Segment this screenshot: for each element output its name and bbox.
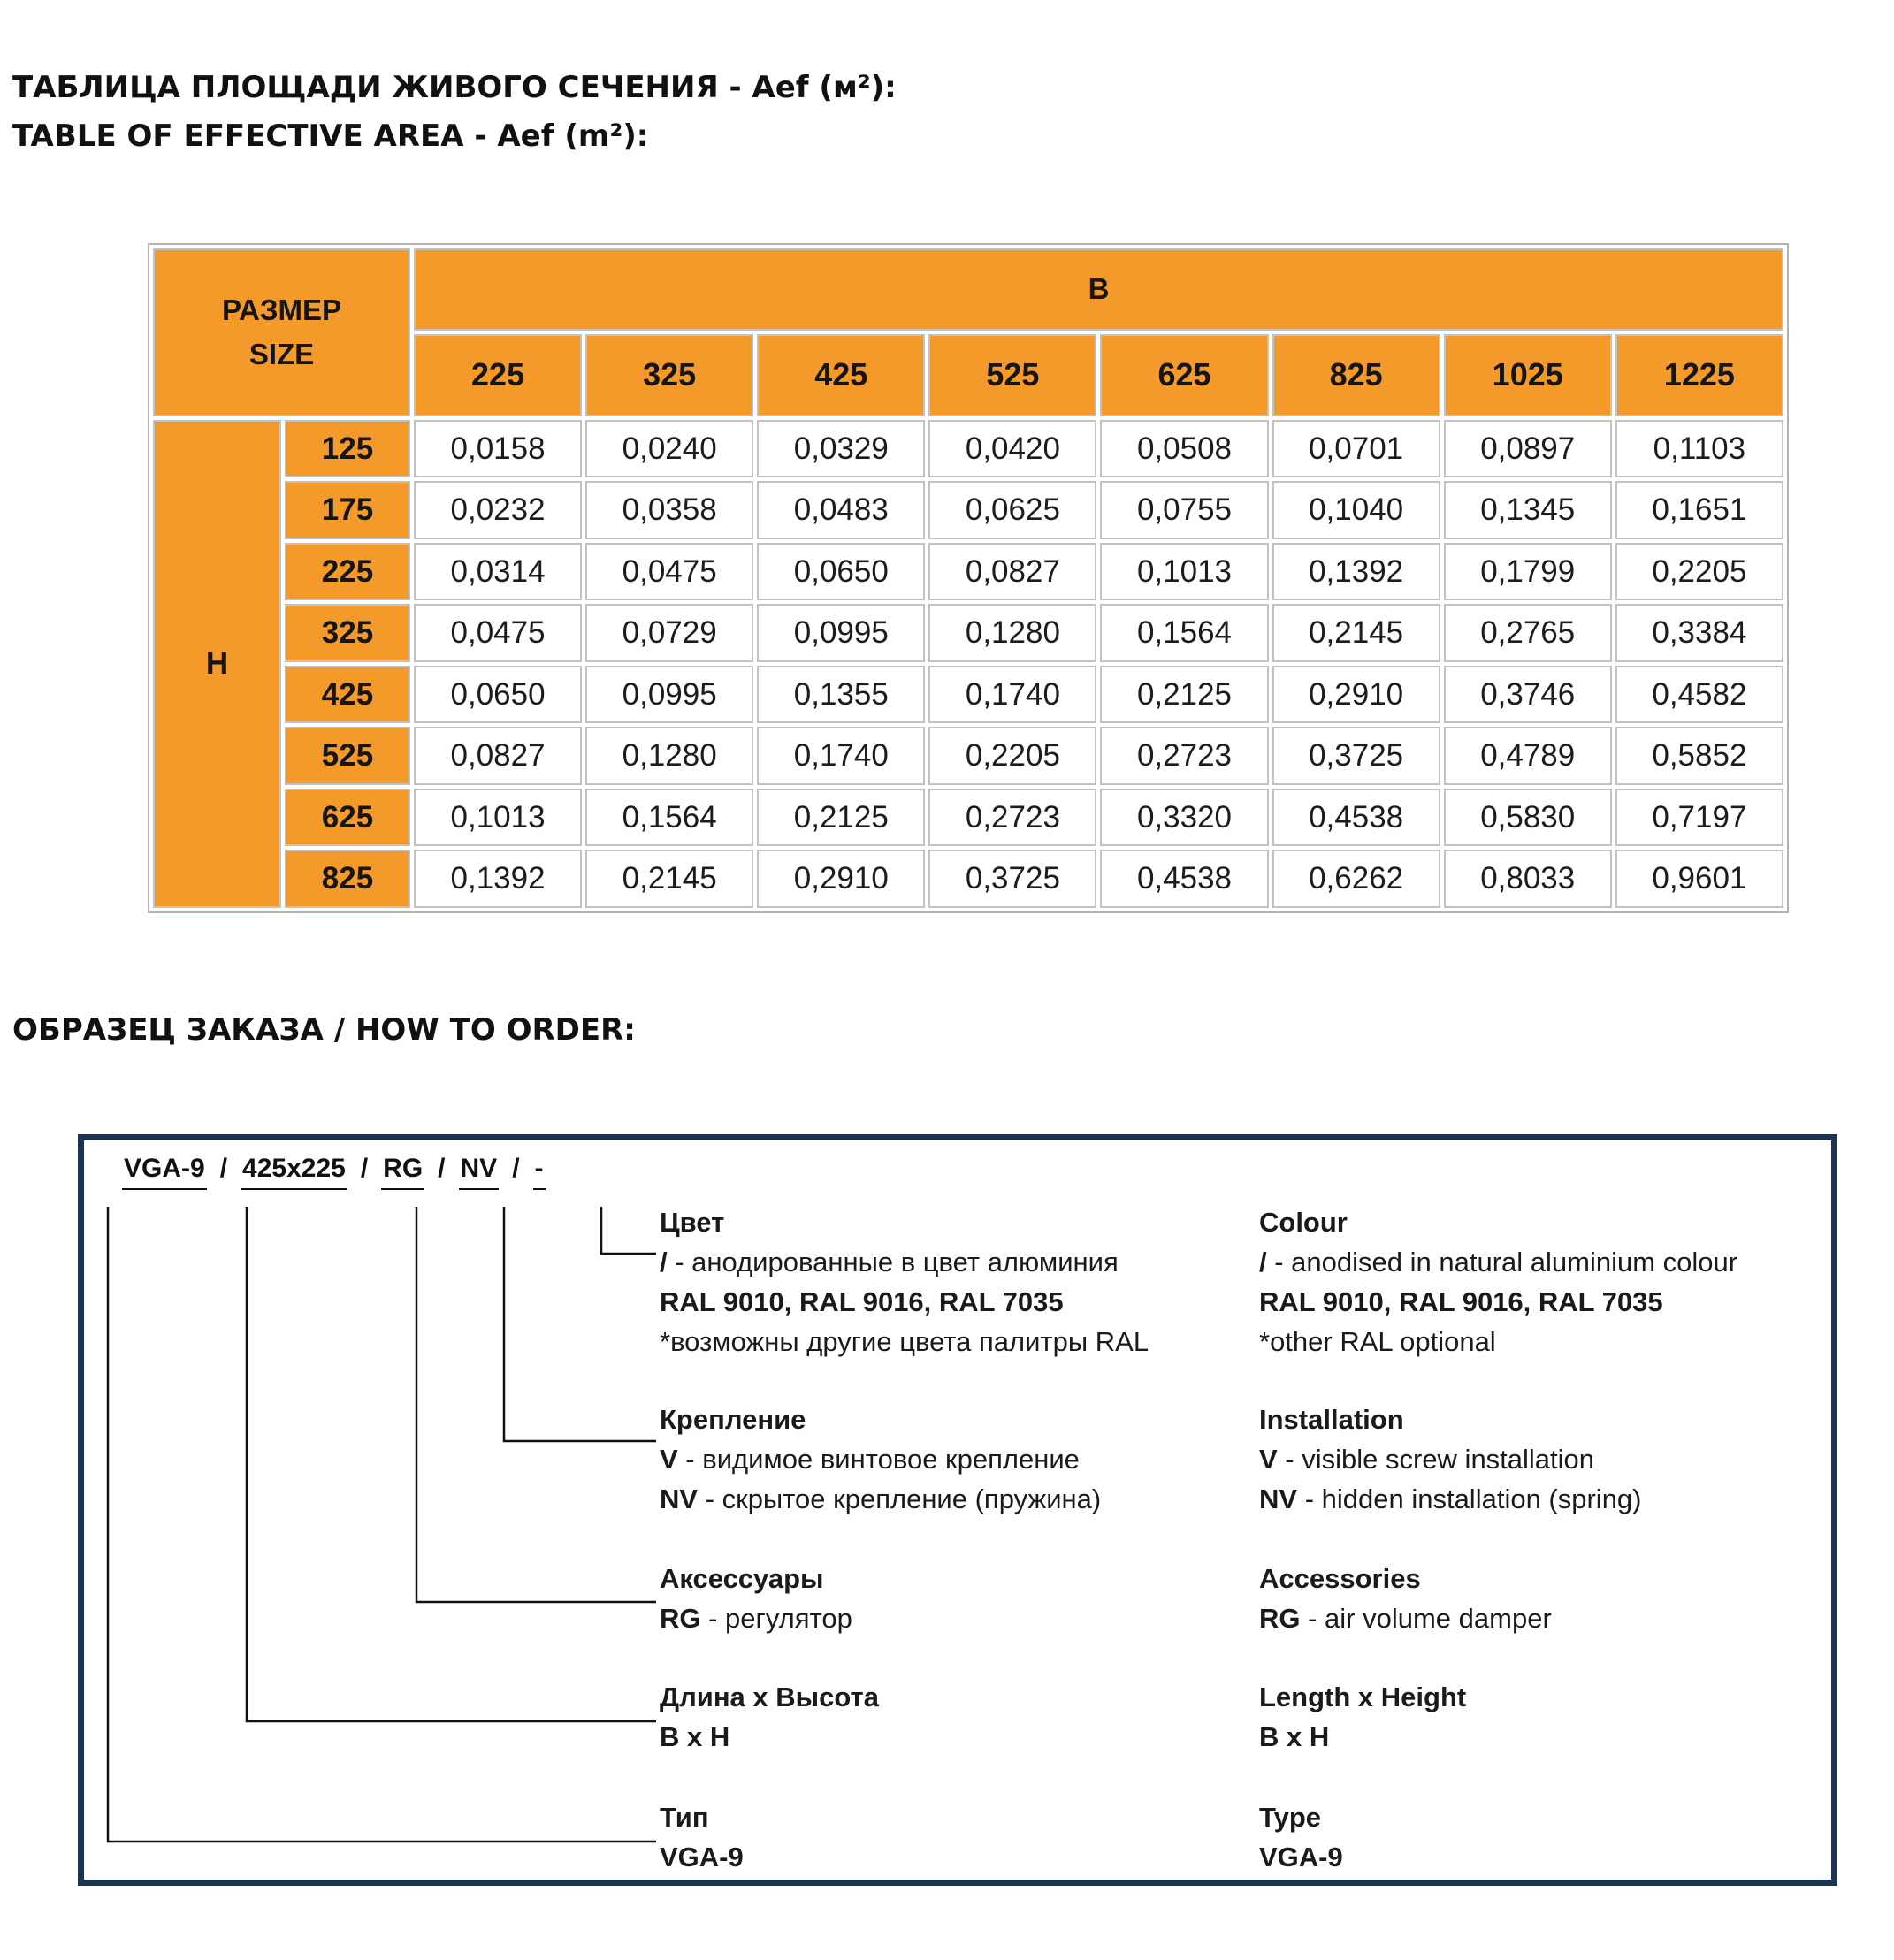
installation-option-v-en: - visible screw installation <box>1277 1444 1595 1475</box>
area-value-cell: 0,0827 <box>928 543 1096 601</box>
installation-key-nv-ru: NV <box>660 1483 699 1514</box>
colour-key-ru: / <box>660 1247 668 1277</box>
b-value-header: 1225 <box>1615 334 1783 416</box>
area-value-cell: 0,0650 <box>757 543 925 601</box>
area-value-cell: 0,3725 <box>928 850 1096 908</box>
h-value-header: 125 <box>285 420 410 478</box>
area-value-cell: 0,1651 <box>1615 481 1783 539</box>
area-value-cell: 0,2205 <box>1615 543 1783 601</box>
code-colour: - <box>533 1149 546 1190</box>
colour-title-ru: Цвет <box>660 1207 725 1238</box>
code-size: 425x225 <box>241 1149 347 1190</box>
area-value-cell: 0,0701 <box>1272 420 1440 478</box>
area-value-cell: 0,0995 <box>757 604 925 662</box>
installation-key-v-ru: V <box>660 1444 678 1475</box>
accessories-option-en: - air volume damper <box>1300 1603 1552 1634</box>
area-value-cell: 0,0158 <box>414 420 582 478</box>
colour-title-en: Colour <box>1259 1207 1348 1238</box>
area-value-cell: 0,1280 <box>928 604 1096 662</box>
area-value-cell: 0,2723 <box>928 789 1096 847</box>
area-value-cell: 0,1740 <box>928 666 1096 724</box>
area-value-cell: 0,0897 <box>1444 420 1612 478</box>
dimensions-title-ru: Длина x Высота <box>660 1682 879 1712</box>
type-title-ru: Тип <box>660 1802 709 1833</box>
b-value-header: 625 <box>1100 334 1268 416</box>
area-value-cell: 0,4789 <box>1444 727 1612 785</box>
area-value-cell: 0,1392 <box>1272 543 1440 601</box>
dimensions-description-ru <box>660 1677 879 1757</box>
connector-type <box>108 1207 656 1842</box>
b-value-header: 225 <box>414 334 582 416</box>
b-value-header: 425 <box>757 334 925 416</box>
area-value-cell: 0,2145 <box>585 850 753 908</box>
installation-key-v-en: V <box>1259 1444 1278 1475</box>
code-separator: / <box>438 1154 446 1183</box>
area-value-cell: 0,0508 <box>1100 420 1268 478</box>
code-separator: / <box>512 1154 520 1183</box>
area-value-cell: 0,1799 <box>1444 543 1612 601</box>
area-value-cell: 0,0329 <box>757 420 925 478</box>
h-value-header: 225 <box>285 543 410 601</box>
area-value-cell: 0,0475 <box>414 604 582 662</box>
dimensions-value-en: B x H <box>1259 1721 1330 1752</box>
area-value-cell: 0,1013 <box>1100 543 1268 601</box>
code-separator: / <box>219 1154 228 1183</box>
colour-description-en <box>1259 1202 1737 1361</box>
area-value-cell: 0,5830 <box>1444 789 1612 847</box>
b-value-header: 525 <box>928 334 1096 416</box>
area-value-cell: 0,1355 <box>757 666 925 724</box>
colour-option-ru: - анодированные в цвет алюминия <box>667 1247 1119 1277</box>
colour-note-ru: *возможны другие цвета палитры RAL <box>660 1326 1149 1357</box>
area-value-cell: 0,2765 <box>1444 604 1612 662</box>
area-value-cell: 0,2145 <box>1272 604 1440 662</box>
accessories-key-en: RG <box>1259 1603 1301 1634</box>
installation-description-ru <box>660 1399 1101 1519</box>
h-value-header: 325 <box>285 604 410 662</box>
code-installation: NV <box>459 1149 500 1190</box>
area-value-cell: 0,6262 <box>1272 850 1440 908</box>
area-value-cell: 0,0729 <box>585 604 753 662</box>
area-value-cell: 0,1103 <box>1615 420 1783 478</box>
area-value-cell: 0,0240 <box>585 420 753 478</box>
type-description-en <box>1259 1797 1343 1877</box>
area-value-cell: 0,3320 <box>1100 789 1268 847</box>
connector-dimensions <box>247 1207 656 1721</box>
connector-colour <box>601 1207 656 1254</box>
area-value-cell: 0,0625 <box>928 481 1096 539</box>
table-title-ru: ТАБЛИЦА ПЛОЩАДИ ЖИВОГО СЕЧЕНИЯ - Aef (м²): <box>12 70 897 105</box>
colour-ral-en: RAL 9010, RAL 9016, RAL 7035 <box>1259 1286 1663 1317</box>
installation-option-nv-en: - hidden installation (spring) <box>1297 1483 1642 1514</box>
area-value-cell: 0,0483 <box>757 481 925 539</box>
type-title-en: Type <box>1259 1802 1322 1833</box>
type-description-ru <box>660 1797 744 1877</box>
b-value-header: 325 <box>585 334 753 416</box>
code-separator: / <box>360 1154 369 1183</box>
area-value-cell: 0,0232 <box>414 481 582 539</box>
colour-option-en: - anodised in natural aluminium colour <box>1266 1247 1738 1277</box>
area-value-cell: 0,2910 <box>757 850 925 908</box>
order-title: ОБРАЗЕЦ ЗАКАЗА / HOW TO ORDER: <box>12 1012 636 1048</box>
area-value-cell: 0,5852 <box>1615 727 1783 785</box>
area-value-cell: 0,3384 <box>1615 604 1783 662</box>
colour-ral-ru: RAL 9010, RAL 9016, RAL 7035 <box>660 1286 1064 1317</box>
accessories-title-ru: Аксессуары <box>660 1563 824 1594</box>
accessories-title-en: Accessories <box>1259 1563 1421 1594</box>
area-value-cell: 0,9601 <box>1615 850 1783 908</box>
installation-description-en <box>1259 1399 1642 1519</box>
h-value-header: 175 <box>285 481 410 539</box>
colour-note-en: *other RAL optional <box>1259 1326 1496 1357</box>
dimensions-description-en <box>1259 1677 1466 1757</box>
area-value-cell: 0,1564 <box>585 789 753 847</box>
accessories-key-ru: RG <box>660 1603 701 1634</box>
area-value-cell: 0,4538 <box>1100 850 1268 908</box>
size-label-ru: РАЗМЕР <box>221 293 342 326</box>
type-value-en: VGA-9 <box>1259 1842 1343 1872</box>
area-value-cell: 0,8033 <box>1444 850 1612 908</box>
code-accessory: RG <box>381 1149 424 1190</box>
h-axis-header: H <box>153 420 281 908</box>
area-value-cell: 0,3746 <box>1444 666 1612 724</box>
area-value-cell: 0,1040 <box>1272 481 1440 539</box>
area-value-cell: 0,7197 <box>1615 789 1783 847</box>
area-value-cell: 0,1280 <box>585 727 753 785</box>
area-value-cell: 0,0755 <box>1100 481 1268 539</box>
dimensions-title-en: Length x Height <box>1259 1682 1467 1712</box>
area-value-cell: 0,0475 <box>585 543 753 601</box>
size-label-en: SIZE <box>248 337 315 370</box>
connector-installation <box>504 1207 656 1441</box>
h-value-header: 825 <box>285 850 410 908</box>
accessories-option-ru: - регулятор <box>700 1603 852 1634</box>
area-value-cell: 0,2723 <box>1100 727 1268 785</box>
area-value-cell: 0,0420 <box>928 420 1096 478</box>
colour-key-en: / <box>1259 1247 1267 1277</box>
installation-title-ru: Крепление <box>660 1404 806 1435</box>
installation-title-en: Installation <box>1259 1404 1404 1435</box>
area-value-cell: 0,2125 <box>757 789 925 847</box>
area-value-cell: 0,0995 <box>585 666 753 724</box>
accessories-description-en <box>1259 1559 1552 1638</box>
type-value-ru: VGA-9 <box>660 1842 744 1872</box>
area-value-cell: 0,1740 <box>757 727 925 785</box>
h-value-header: 525 <box>285 727 410 785</box>
area-value-cell: 0,1345 <box>1444 481 1612 539</box>
area-value-cell: 0,0314 <box>414 543 582 601</box>
area-value-cell: 0,0358 <box>585 481 753 539</box>
dimensions-value-ru: B x H <box>660 1721 730 1752</box>
code-type: VGA-9 <box>122 1149 207 1190</box>
b-value-header: 825 <box>1272 334 1440 416</box>
area-value-cell: 0,1392 <box>414 850 582 908</box>
installation-key-nv-en: NV <box>1259 1483 1298 1514</box>
accessories-description-ru <box>660 1559 852 1638</box>
area-value-cell: 0,1564 <box>1100 604 1268 662</box>
b-axis-header: B <box>414 248 1783 331</box>
h-value-header: 425 <box>285 666 410 724</box>
area-value-cell: 0,2205 <box>928 727 1096 785</box>
h-value-header: 625 <box>285 789 410 847</box>
area-value-cell: 0,0827 <box>414 727 582 785</box>
installation-option-v-ru: - видимое винтовое крепление <box>677 1444 1080 1475</box>
area-value-cell: 0,1013 <box>414 789 582 847</box>
table-title-en: TABLE OF EFFECTIVE AREA - Aef (m²): <box>12 118 649 154</box>
area-value-cell: 0,3725 <box>1272 727 1440 785</box>
connector-accessories <box>416 1207 656 1602</box>
b-value-header: 1025 <box>1444 334 1612 416</box>
installation-option-nv-ru: - скрытое крепление (пружина) <box>698 1483 1102 1514</box>
area-value-cell: 0,4538 <box>1272 789 1440 847</box>
area-value-cell: 0,4582 <box>1615 666 1783 724</box>
area-value-cell: 0,0650 <box>414 666 582 724</box>
area-value-cell: 0,2910 <box>1272 666 1440 724</box>
colour-description-ru <box>660 1202 1149 1361</box>
area-value-cell: 0,2125 <box>1100 666 1268 724</box>
